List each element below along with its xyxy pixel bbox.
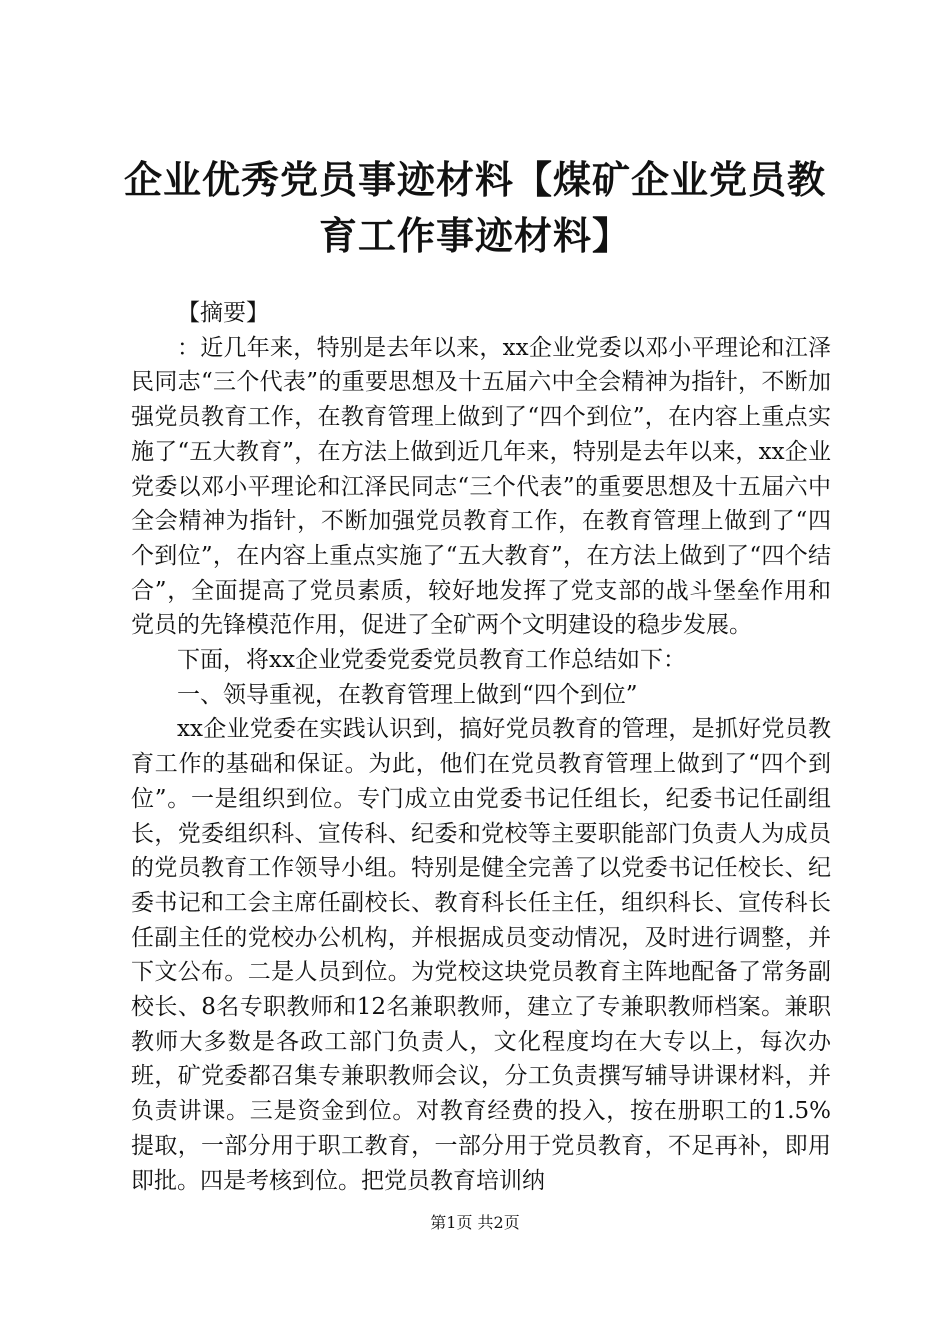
- document-body: [131, 296, 831, 1198]
- body-paragraph: ：近几年来，特别是去年以来，xx企业党委以邓小平理论和江泽民同志“三个代表”的重要思想及十五届六中全会精神为指针，不断加强党员教育工作，在教育管理上做到了“四个到位”，在内容上重点实施了“五大教育”，在方法上做到近几年来，特别是去年以来，xx企业党委以邓小平理论和江泽民同志“三个代表”的重要思想及十五届六中全会精神为指针，不断加强党员教育工作，在教育管理上做到了“四个到位”，在内容上重点实施了“五大教育”，在方法上做到了“四个结合”，全面提高了党员素质，较好地发挥了党支部的战斗堡垒作用和党员的先锋模范作用，促进了全矿两个文明建设的稳步发展。: [131, 334, 831, 639]
- document-title: 企业优秀党员事迹材料【煤矿企业党员教育工作事迹材料】: [123, 158, 826, 258]
- body-paragraph: 下面，将xx企业党委党委党员教育工作总结如下：: [177, 647, 686, 674]
- body-paragraph: xx企业党委在实践认识到，搞好党员教育的管理，是抓好党员教育工作的基础和保证。为此，他们在党员教育管理上做到了“四个到位”。一是组织到位。专门成立由党委书记任组长，纪委书记任副组长，党委组织科、宣传科、纪委和党校等主要职能部门负责人为成员的党员教育工作领导小组。特别是健全完善了以党委书记任校长、纪委书记和工会主席任副校长、教育科长任主任，组织科长、宣传科长任副主任的党校办公机构，并根据成员变动情况，及时进行调整，并下文公布。二是人员到位。为党校这块党员教育主阵地配备了常务副校长、8名专职教师和12名兼职教师，建立了专兼职教师档案。兼职教师大多数是各政工部门负责人，文化程度均在大专以上，每次办班，矿党委都召集专兼职教师会议，分工负责撰写辅导讲课材料，并负责讲课。三是资金到位。对教育经费的投入，按在册职工的1.5%提取，一部分用于职工教育，一部分用于党员教育，不足再补，即用即批。四是考核到位。把党员教育培训纳: [131, 716, 831, 1194]
- section-heading: 一、领导重视，在教育管理上做到“四个到位”: [177, 681, 638, 708]
- abstract-heading: 【摘要】: [177, 300, 269, 326]
- page-footer: 第1页 共2页: [430, 1213, 520, 1232]
